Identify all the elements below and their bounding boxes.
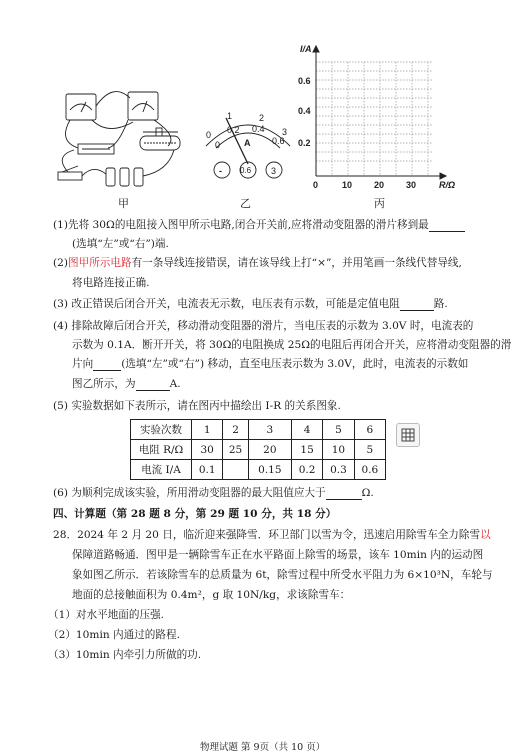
q2-prefix: (2)	[53, 257, 69, 269]
graph-ytick-02: 0.2	[298, 138, 311, 148]
figure-bing-graph	[296, 40, 468, 194]
q28-line3: 象如图乙所示．若该除雪车的总质量为 6t，除雪过程中所受水平阻力为 6×10³N，车轮与	[72, 569, 493, 581]
q4-c1: 片向	[72, 358, 94, 370]
q6-blank	[326, 499, 362, 500]
section-4-heading: 四、计算题（第 28 题 8 分，第 29 题 10 分，共 18 分）	[53, 508, 337, 520]
q28-sub1: （1）对水平地面的压强.	[48, 609, 165, 621]
table-cell: 1	[192, 420, 223, 440]
figure-yi-label: 乙	[240, 197, 251, 210]
graph-xlabel: R/Ω	[439, 180, 456, 190]
q3-blank	[400, 310, 434, 311]
table-cell: 30	[192, 440, 223, 460]
graph-ytick-06: 0.6	[298, 76, 311, 86]
meter-top-3: 3	[282, 127, 288, 137]
terminal-06: 0.6	[240, 166, 252, 175]
meter-unit: A	[244, 138, 251, 148]
table-row	[131, 420, 386, 440]
q4-d2: A.	[169, 378, 181, 390]
q28-sub2: （2）10min 内通过的路程.	[48, 629, 180, 641]
table-cell: 电阻 R/Ω	[131, 440, 192, 460]
table-cell: 2	[223, 420, 248, 440]
q4-line3	[72, 357, 468, 371]
q3-line	[53, 297, 448, 311]
table-cell: 20	[248, 440, 291, 460]
table-cell: 0.15	[248, 460, 291, 480]
q5-data-table	[130, 419, 386, 480]
table-cell: 0.3	[323, 460, 354, 480]
graph-xtick-10: 10	[342, 180, 353, 190]
meter-bottom-2: 0.4	[252, 124, 265, 134]
meter-bottom-3: 0.6	[272, 136, 285, 146]
meter-bottom-0: 0	[215, 140, 221, 150]
figure-bing-label: 丙	[374, 197, 385, 210]
table-cell: 5	[323, 420, 354, 440]
q28-line2: 保障道路畅通．图甲是一辆除雪车正在水平路面上除雪的场景，该车 10min 内的运动图	[72, 549, 484, 561]
meter-bottom-1: 0.2	[227, 125, 240, 135]
table-cell: 5	[354, 440, 385, 460]
q6-line	[53, 486, 374, 500]
table-row	[131, 460, 386, 480]
q5-line: (5) 实验数据如下表所示，请在图丙中描绘出 I-R 的关系图象.	[53, 400, 341, 412]
table-cell: 电流 I/A	[131, 460, 192, 480]
q2-text: 有一条导线连接错误，请在该导线上打“×”，并用笔画一条线代替导线,	[131, 257, 462, 269]
q1-line1	[53, 218, 465, 232]
q6-tail: Ω.	[361, 487, 374, 499]
figure-yi-ammeter	[196, 104, 300, 184]
q3-text: (3) 改正错误后闭合开关，电流表无示数，电压表有示数，可能是定值电阻	[53, 298, 400, 310]
meter-top-2: 2	[259, 113, 265, 123]
table-cell: 15	[291, 440, 322, 460]
table-row	[131, 440, 386, 460]
q28-l1a: 28．2024 年 2 月 20 日，临沂迎来强降雪．环卫部门以雪为令，迅速启用除雪车全力除雪	[53, 529, 481, 541]
graph-xtick-30: 30	[406, 180, 417, 190]
q1-blank	[429, 231, 465, 232]
figure-jia-circuit	[48, 86, 198, 192]
q28-line4: 地面的总接触面积为 0.4m²，g 取 10N/kg，求该除雪车：	[72, 589, 351, 601]
table-cell: 0.6	[354, 460, 385, 480]
table-cell: 10	[323, 440, 354, 460]
q1-text: (1)先将 30Ω的电阻接入图甲所示电路,闭合开关前,应将滑动变阻器的滑片移到最	[53, 219, 429, 231]
q4-line4	[72, 377, 181, 391]
table-cell: 25	[223, 440, 248, 460]
q4-d1: 图乙所示，为	[72, 378, 136, 390]
table-cell: 6	[354, 420, 385, 440]
table-cell: 0.1	[192, 460, 223, 480]
q4-c2: (选填“左”或“右”) 移动，直至电压表示数为 3.0V，此时，电流表的示数如	[121, 358, 469, 370]
table-cell: 3	[248, 420, 291, 440]
terminal-neg: -	[219, 166, 222, 176]
meter-top-0: 0	[206, 130, 212, 140]
q4-line2: 示数为 0.1A．断开开关，将 30Ω的电阻换成 25Ω的电阻后再闭合开关，应将滑动变阻器的滑	[72, 339, 512, 351]
q1-line2: (选填“左”或“右”)端.	[72, 238, 169, 250]
table-cell: 0.2	[291, 460, 322, 480]
q6-text: (6) 为顺利完成该实验，所用滑动变阻器的最大阻值应大于	[53, 487, 326, 499]
table-cell: 实验次数	[131, 420, 192, 440]
table-tool-icon[interactable]	[396, 423, 420, 447]
table-cell: 4	[291, 420, 322, 440]
figure-jia-label: 甲	[118, 197, 129, 210]
graph-ytick-04: 0.4	[298, 106, 311, 116]
page-footer: 物理试题 第 9页（共 10 页）	[200, 742, 326, 753]
q28-sub3: （3）10min 内牵引力所做的功.	[48, 649, 202, 661]
graph-xtick-0: 0	[313, 180, 319, 190]
table-cell	[223, 460, 248, 480]
q4-blank-amp	[136, 390, 170, 391]
q28-l1b: 以	[480, 529, 491, 541]
q4-line1: (4) 排除故障后闭合开关，移动滑动变阻器的滑片，当电压表的示数为 3.0V 时，电流表的	[53, 320, 474, 332]
graph-ylabel: I/A	[300, 44, 312, 54]
q2-line1	[53, 256, 462, 270]
terminal-3: 3	[271, 166, 277, 176]
q2-line2: 将电路连接正确.	[72, 277, 150, 289]
meter-top-1: 1	[227, 111, 233, 121]
q2-red-text: 图甲所示电路	[68, 257, 132, 269]
q4-blank-dir	[93, 370, 121, 371]
q28-line1	[53, 528, 491, 542]
q3-tail: 路.	[433, 298, 448, 310]
graph-xtick-20: 20	[374, 180, 385, 190]
